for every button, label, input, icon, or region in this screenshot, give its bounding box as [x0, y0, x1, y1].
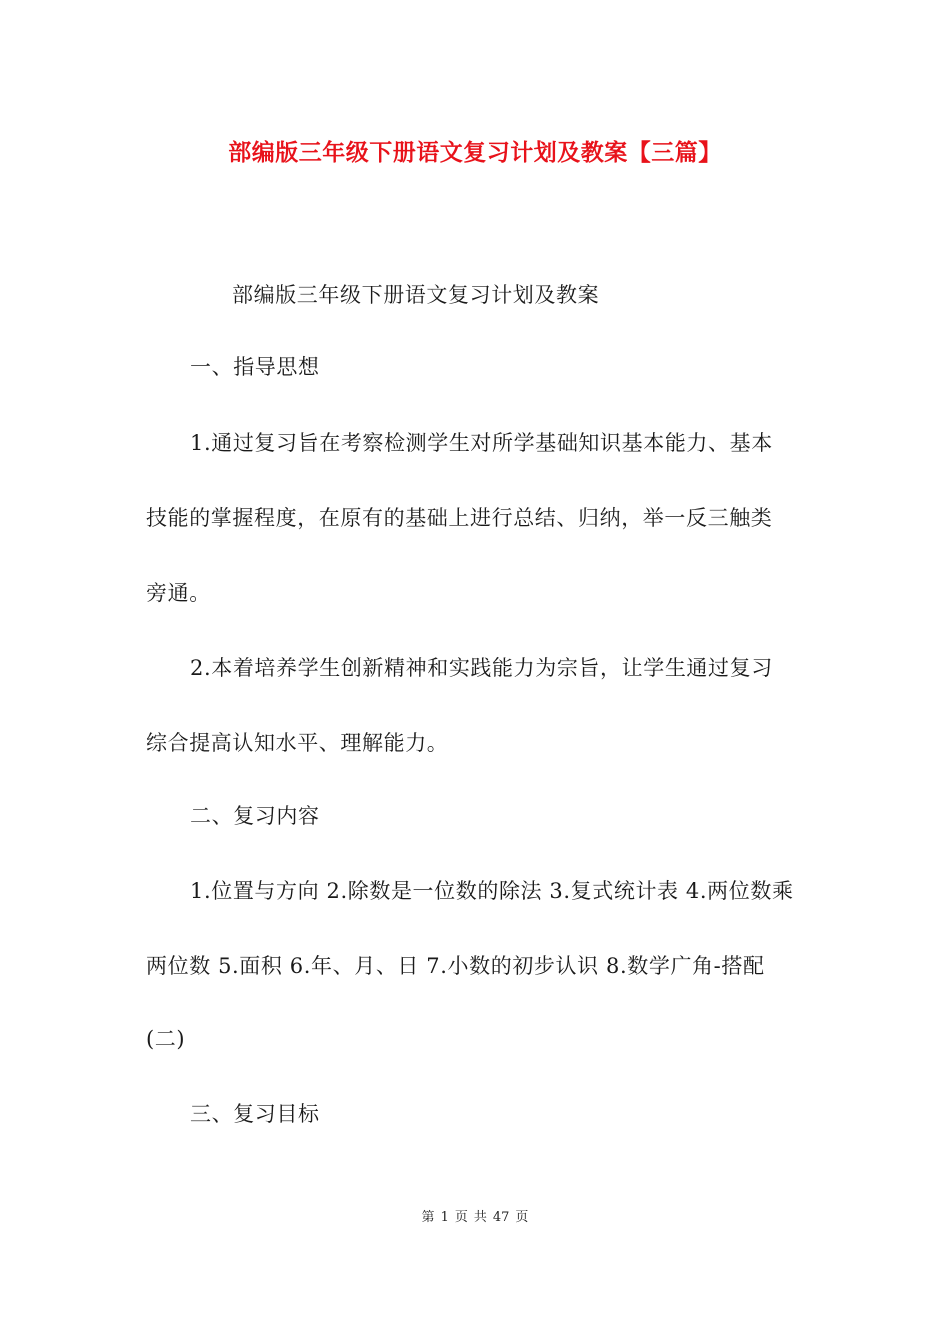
paragraph-line: 1.位置与方向 2.除数是一位数的除法 3.复式统计表 4.两位数乘 — [190, 879, 794, 903]
footer-prefix: 第 — [421, 1210, 435, 1225]
footer-current-page: 1 — [440, 1210, 449, 1225]
footer-page-unit: 页 — [454, 1210, 468, 1225]
paragraph-line: 1.通过复习旨在考察检测学生对所学基础知识基本能力、基本 — [190, 431, 773, 455]
paragraph-line: 2.本着培养学生创新精神和实践能力为宗旨，让学生通过复习 — [190, 656, 773, 680]
page-footer — [0, 1206, 950, 1225]
document-subtitle: 部编版三年级下册语文复习计划及教案 — [232, 283, 600, 307]
paragraph-line: 两位数 5.面积 6.年、月、日 7.小数的初步认识 8.数学广角-搭配 — [146, 954, 765, 978]
paragraph-line: (二) — [146, 1027, 186, 1051]
footer-total-label: 共 — [473, 1210, 487, 1225]
footer-suffix: 页 — [515, 1210, 529, 1225]
footer-total-pages: 47 — [492, 1210, 510, 1225]
paragraph-line: 综合提高认知水平、理解能力。 — [146, 731, 449, 755]
paragraph-line: 旁通。 — [146, 581, 211, 605]
section-heading-review-goals: 三、复习目标 — [190, 1102, 320, 1126]
section-heading-guiding-ideology: 一、指导思想 — [190, 355, 320, 379]
section-heading-review-content: 二、复习内容 — [190, 804, 320, 828]
paragraph-line: 技能的掌握程度，在原有的基础上进行总结、归纳，举一反三触类 — [146, 506, 773, 530]
document-title: 部编版三年级下册语文复习计划及教案【三篇】 — [228, 139, 722, 166]
